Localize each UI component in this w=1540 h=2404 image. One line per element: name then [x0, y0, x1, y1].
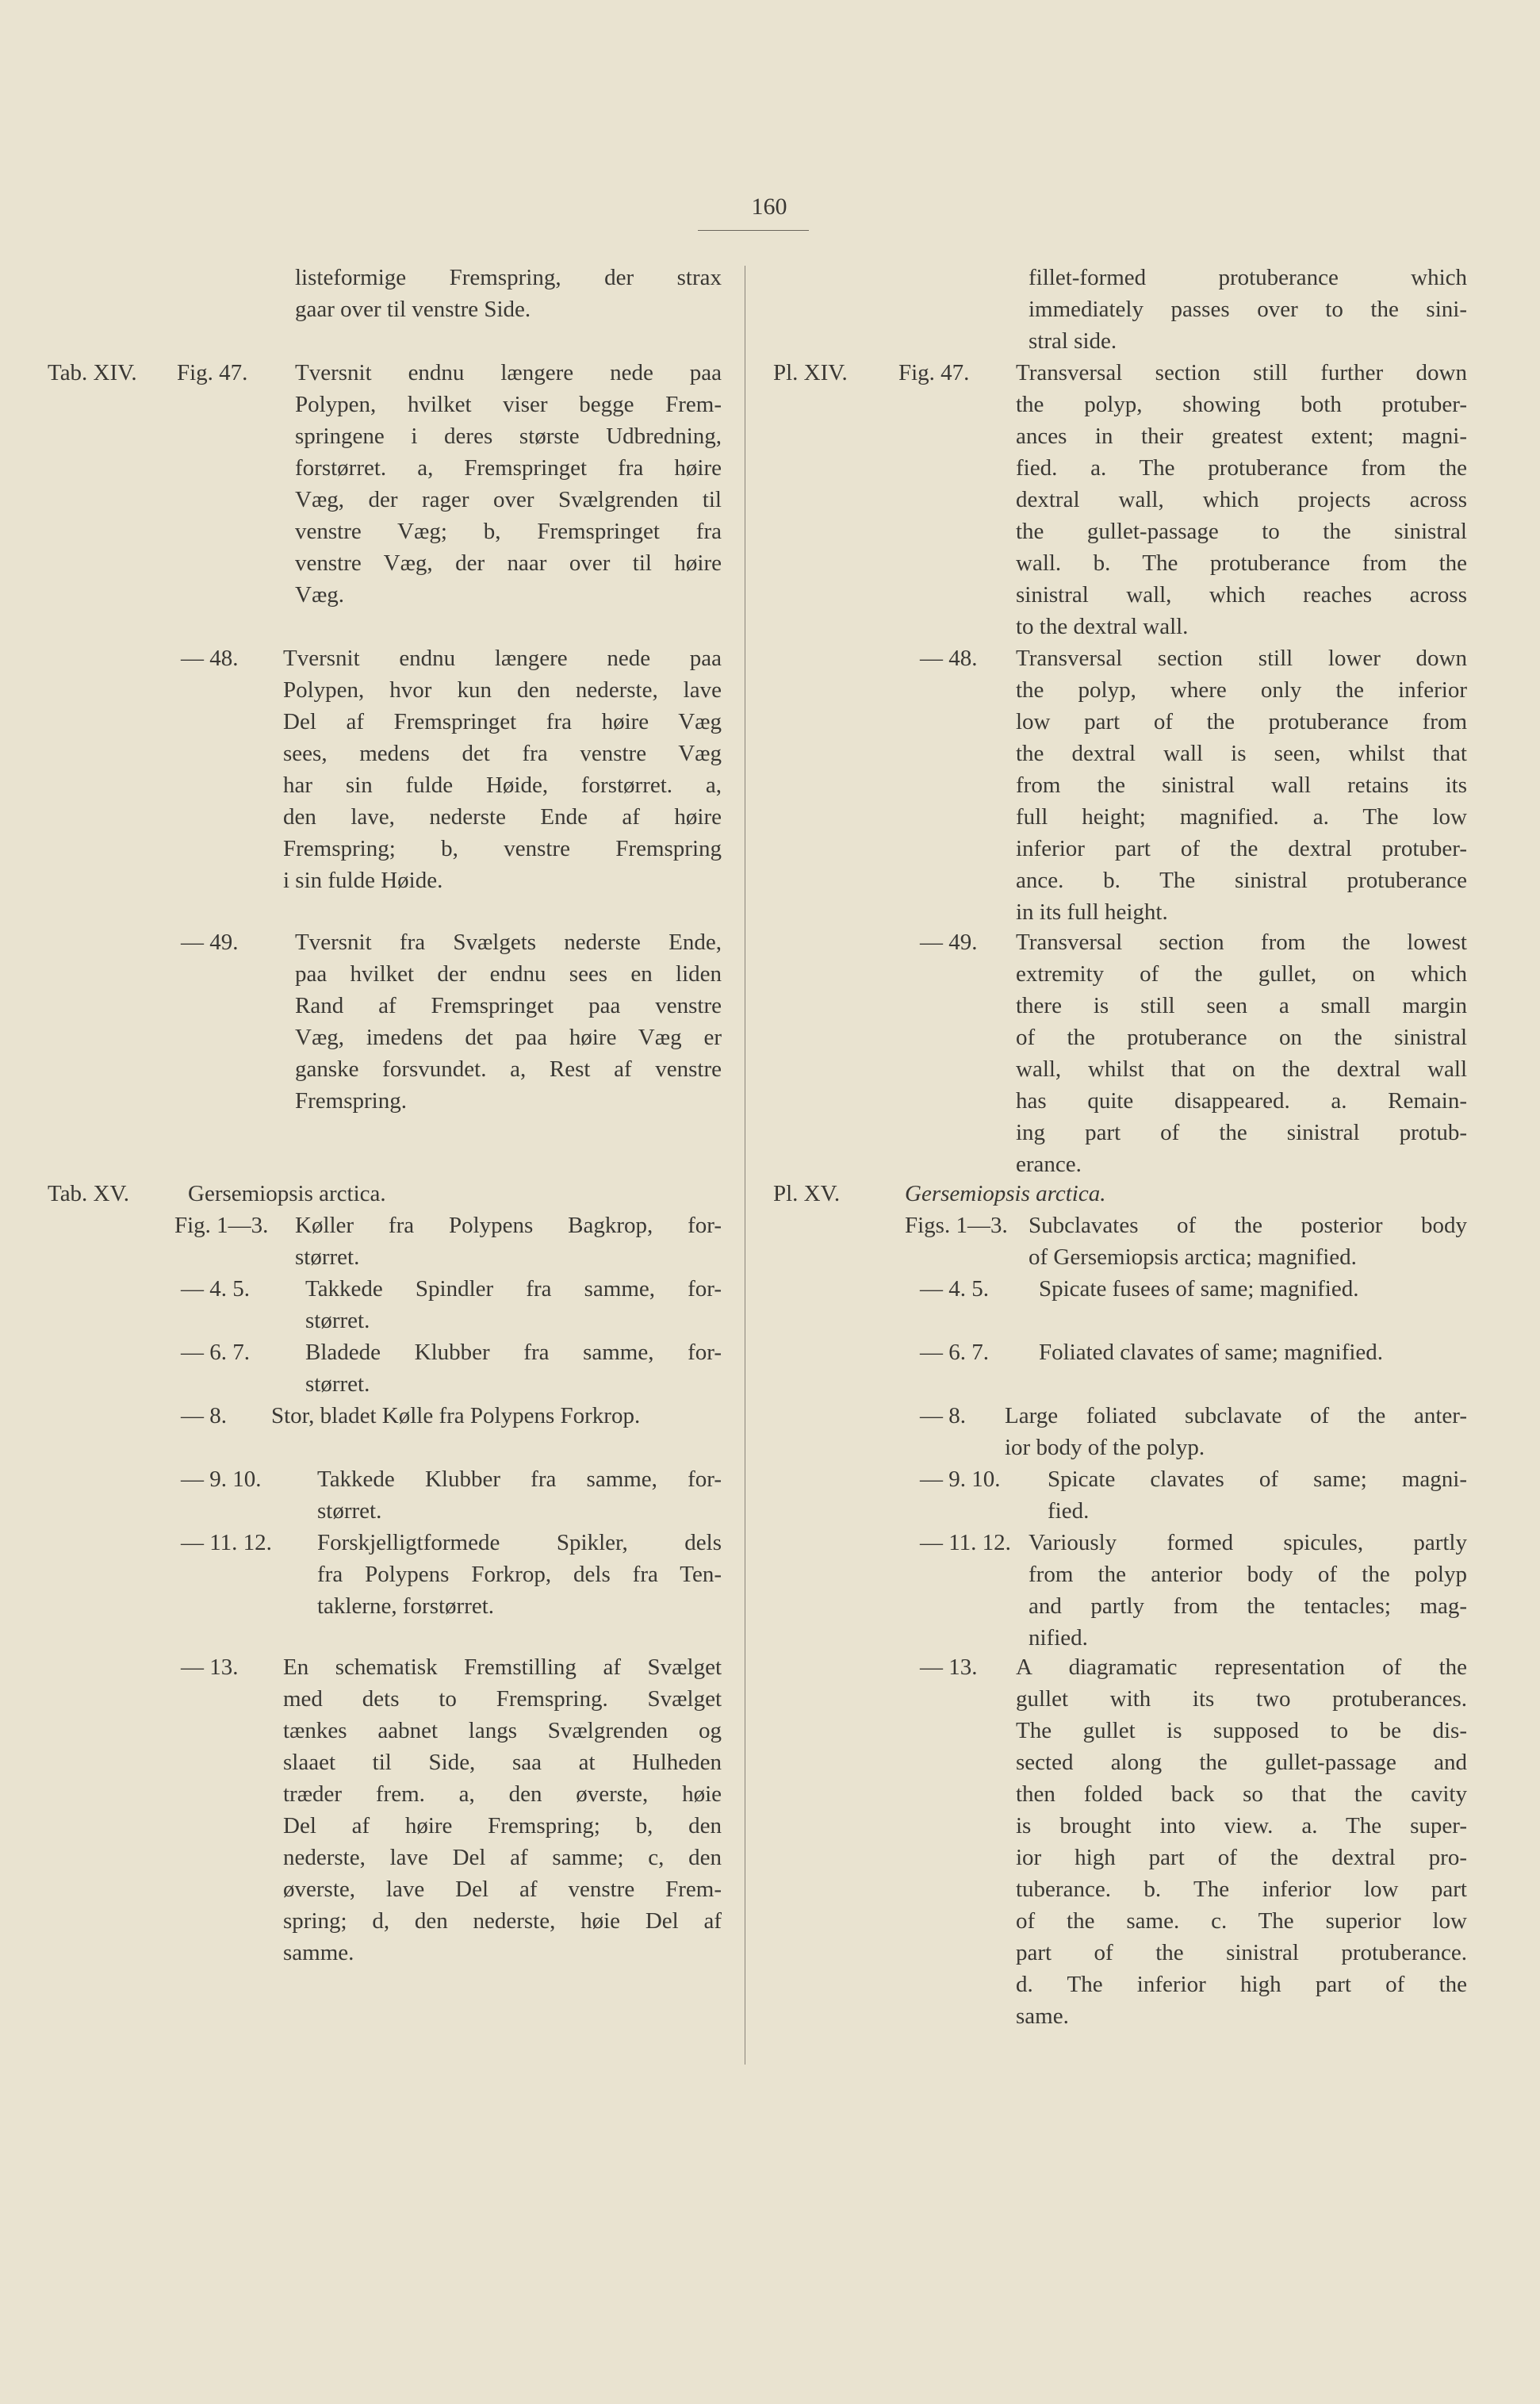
text-line: immediately passes over to the sini- [1029, 297, 1467, 322]
text-line: sected along the gullet-passage and [1016, 1750, 1467, 1775]
text-line: Tversnit fra Svælgets nederste Ende, [295, 930, 722, 955]
text-line: The gullet is supposed to be dis- [1016, 1718, 1467, 1743]
text-line: dextral wall, which projects across [1016, 487, 1467, 512]
figure-label: Figs. 1—3. [905, 1213, 1008, 1238]
plate-label: Pl. XV. [773, 1181, 841, 1206]
text-line: from the sinistral wall retains its [1016, 773, 1467, 798]
text-line: of the same. c. The superior low [1016, 1908, 1467, 1934]
text-line: from the anterior body of the polyp [1029, 1562, 1467, 1587]
figure-label: — 49. [181, 930, 239, 955]
text-line: full height; magnified. a. The low [1016, 804, 1467, 830]
species-title: Gersemiopsis arctica. [905, 1181, 1106, 1206]
figure-label: — 9. 10. [920, 1467, 1001, 1492]
text-line: ganske forsvundet. a, Rest af venstre [295, 1056, 722, 1082]
text-line: Køller fra Polypens Bagkrop, for- [295, 1213, 722, 1238]
text-line: in its full height. [1016, 899, 1168, 925]
text-line: tuberance. b. The inferior low part [1016, 1877, 1467, 1902]
text-line: nified. [1029, 1625, 1088, 1651]
text-line: ances in their greatest extent; magni- [1016, 424, 1467, 449]
text-line: samme. [283, 1940, 354, 1965]
plate-label: Tab. XV. [48, 1181, 129, 1206]
text-line: venstre Væg, der naar over til høire [295, 550, 722, 576]
text-line: then folded back so that the cavity [1016, 1781, 1467, 1807]
figure-label: Fig. 47. [177, 360, 248, 385]
text-line: Rand af Fremspringet paa venstre [295, 993, 722, 1018]
text-line: gaar over til venstre Side. [295, 297, 531, 322]
text-line: Fremspring. [295, 1088, 407, 1114]
figure-label: — 13. [181, 1654, 239, 1680]
text-line: of Gersemiopsis arctica; magnified. [1029, 1244, 1357, 1270]
text-line: Væg, der rager over Svælgrenden til [295, 487, 722, 512]
text-line: of the protuberance on the sinistral [1016, 1025, 1467, 1050]
text-line: i sin fulde Høide. [283, 868, 443, 893]
text-line: sinistral wall, which reaches across [1016, 582, 1467, 608]
page-number-rule [698, 230, 809, 231]
text-line: Large foliated subclavate of the anter- [1005, 1403, 1467, 1428]
text-line: Polypen, hvilket viser begge Frem- [295, 392, 722, 417]
text-line: taklerne, forstørret. [317, 1593, 495, 1619]
text-line: størret. [295, 1244, 360, 1270]
text-line: øverste, lave Del af venstre Frem- [283, 1877, 722, 1902]
text-line: Bladede Klubber fra samme, for- [305, 1340, 722, 1365]
text-line: Spicate clavates of same; magni- [1048, 1467, 1467, 1492]
text-line: is brought into view. a. The super- [1016, 1813, 1467, 1838]
text-line: d. The inferior high part of the [1016, 1972, 1467, 1997]
text-line: has quite disappeared. a. Remain- [1016, 1088, 1467, 1114]
text-line: there is still seen a small margin [1016, 993, 1467, 1018]
figure-label: — 13. [920, 1654, 978, 1680]
text-line: and partly from the tentacles; mag- [1029, 1593, 1467, 1619]
text-line: Transversal section still lower down [1016, 646, 1467, 671]
text-line: the polyp, showing both protuber- [1016, 392, 1467, 417]
figure-label: — 11. 12. [181, 1530, 272, 1555]
text-line: Fremspring; b, venstre Fremspring [283, 836, 722, 861]
text-line: med dets to Fremspring. Svælget [283, 1686, 722, 1712]
figure-label: — 9. 10. [181, 1467, 262, 1492]
text-line: A diagramatic representation of the [1016, 1654, 1467, 1680]
text-line: Spicate fusees of same; magnified. [1039, 1276, 1359, 1302]
text-line: størret. [317, 1498, 382, 1524]
text-line: størret. [305, 1308, 370, 1333]
text-line: fra Polypens Forkrop, dels fra Ten- [317, 1562, 722, 1587]
text-line: Forskjelligtformede Spikler, dels [317, 1530, 722, 1555]
text-line: extremity of the gullet, on which [1016, 961, 1467, 987]
text-line: sees, medens det fra venstre Væg [283, 741, 722, 766]
text-line: Stor, bladet Kølle fra Polypens Forkrop. [271, 1403, 641, 1428]
text-line: the polyp, where only the inferior [1016, 677, 1467, 703]
text-line: Subclavates of the posterior body [1029, 1213, 1467, 1238]
text-line: fied. [1048, 1498, 1090, 1524]
text-line: to the dextral wall. [1016, 614, 1189, 639]
text-line: low part of the protuberance from [1016, 709, 1467, 734]
text-line: Takkede Spindler fra samme, for- [305, 1276, 722, 1302]
text-line: den lave, nederste Ende af høire [283, 804, 722, 830]
figure-label: — 4. 5. [181, 1276, 250, 1302]
text-line: wall, whilst that on the dextral wall [1016, 1056, 1467, 1082]
text-line: part of the sinistral protuberance. [1016, 1940, 1467, 1965]
figure-label: — 6. 7. [181, 1340, 250, 1365]
text-line: Transversal section from the lowest [1016, 930, 1467, 955]
plate-label: Tab. XIV. [48, 360, 137, 385]
text-line: størret. [305, 1371, 370, 1397]
text-line: slaaet til Side, saa at Hulheden [283, 1750, 722, 1775]
text-line: ance. b. The sinistral protuberance [1016, 868, 1467, 893]
plate-label: Pl. XIV. [773, 360, 848, 385]
text-line: Polypen, hvor kun den nederste, lave [283, 677, 722, 703]
text-line: Tversnit endnu længere nede paa [283, 646, 722, 671]
text-line: listeformige Fremspring, der strax [295, 265, 722, 290]
text-line: Del af Fremspringet fra høire Væg [283, 709, 722, 734]
text-line: fied. a. The protuberance from the [1016, 455, 1467, 481]
text-line: har sin fulde Høide, forstørret. a, [283, 773, 722, 798]
text-line: wall. b. The protuberance from the [1016, 550, 1467, 576]
figure-label: — 49. [920, 930, 978, 955]
text-line: træder frem. a, den øverste, høie [283, 1781, 722, 1807]
page-number: 160 [751, 194, 787, 220]
text-line: nederste, lave Del af samme; c, den [283, 1845, 722, 1870]
text-line: inferior part of the dextral protuber- [1016, 836, 1467, 861]
text-line: erance. [1016, 1152, 1082, 1177]
figure-label: — 48. [920, 646, 978, 671]
text-line: En schematisk Fremstilling af Svælget [283, 1654, 722, 1680]
species-title: Gersemiopsis arctica. [188, 1181, 386, 1206]
text-line: the dextral wall is seen, whilst that [1016, 741, 1467, 766]
text-line: Variously formed spicules, partly [1029, 1530, 1467, 1555]
figure-label: — 6. 7. [920, 1340, 989, 1365]
figure-label: — 4. 5. [920, 1276, 989, 1302]
text-line: the gullet-passage to the sinistral [1016, 519, 1467, 544]
figure-label: — 11. 12. [920, 1530, 1011, 1555]
text-line: Del af høire Fremspring; b, den [283, 1813, 722, 1838]
text-line: Væg, imedens det paa høire Væg er [295, 1025, 722, 1050]
text-line: venstre Væg; b, Fremspringet fra [295, 519, 722, 544]
text-line: stral side. [1029, 328, 1117, 354]
figure-label: Fig. 47. [898, 360, 970, 385]
figure-label: Fig. 1—3. [174, 1213, 269, 1238]
text-line: paa hvilket der endnu sees en liden [295, 961, 722, 987]
text-line: springene i deres største Udbredning, [295, 424, 722, 449]
text-line: fillet-formed protuberance which [1029, 265, 1467, 290]
text-line: ing part of the sinistral protub- [1016, 1120, 1467, 1145]
figure-label: — 8. [920, 1403, 966, 1428]
figure-label: — 8. [181, 1403, 227, 1428]
text-line: Væg. [295, 582, 345, 608]
text-line: Transversal section still further down [1016, 360, 1467, 385]
text-line: gullet with its two protuberances. [1016, 1686, 1467, 1712]
text-line: same. [1016, 2003, 1069, 2029]
text-line: Foliated clavates of same; magnified. [1039, 1340, 1384, 1365]
text-line: Takkede Klubber fra samme, for- [317, 1467, 722, 1492]
text-line: ior body of the polyp. [1005, 1435, 1205, 1460]
text-line: ior high part of the dextral pro- [1016, 1845, 1467, 1870]
text-line: Tversnit endnu længere nede paa [295, 360, 722, 385]
text-line: forstørret. a, Fremspringet fra høire [295, 455, 722, 481]
text-line: tænkes aabnet langs Svælgrenden og [283, 1718, 722, 1743]
text-line: spring; d, den nederste, høie Del af [283, 1908, 722, 1934]
figure-label: — 48. [181, 646, 239, 671]
